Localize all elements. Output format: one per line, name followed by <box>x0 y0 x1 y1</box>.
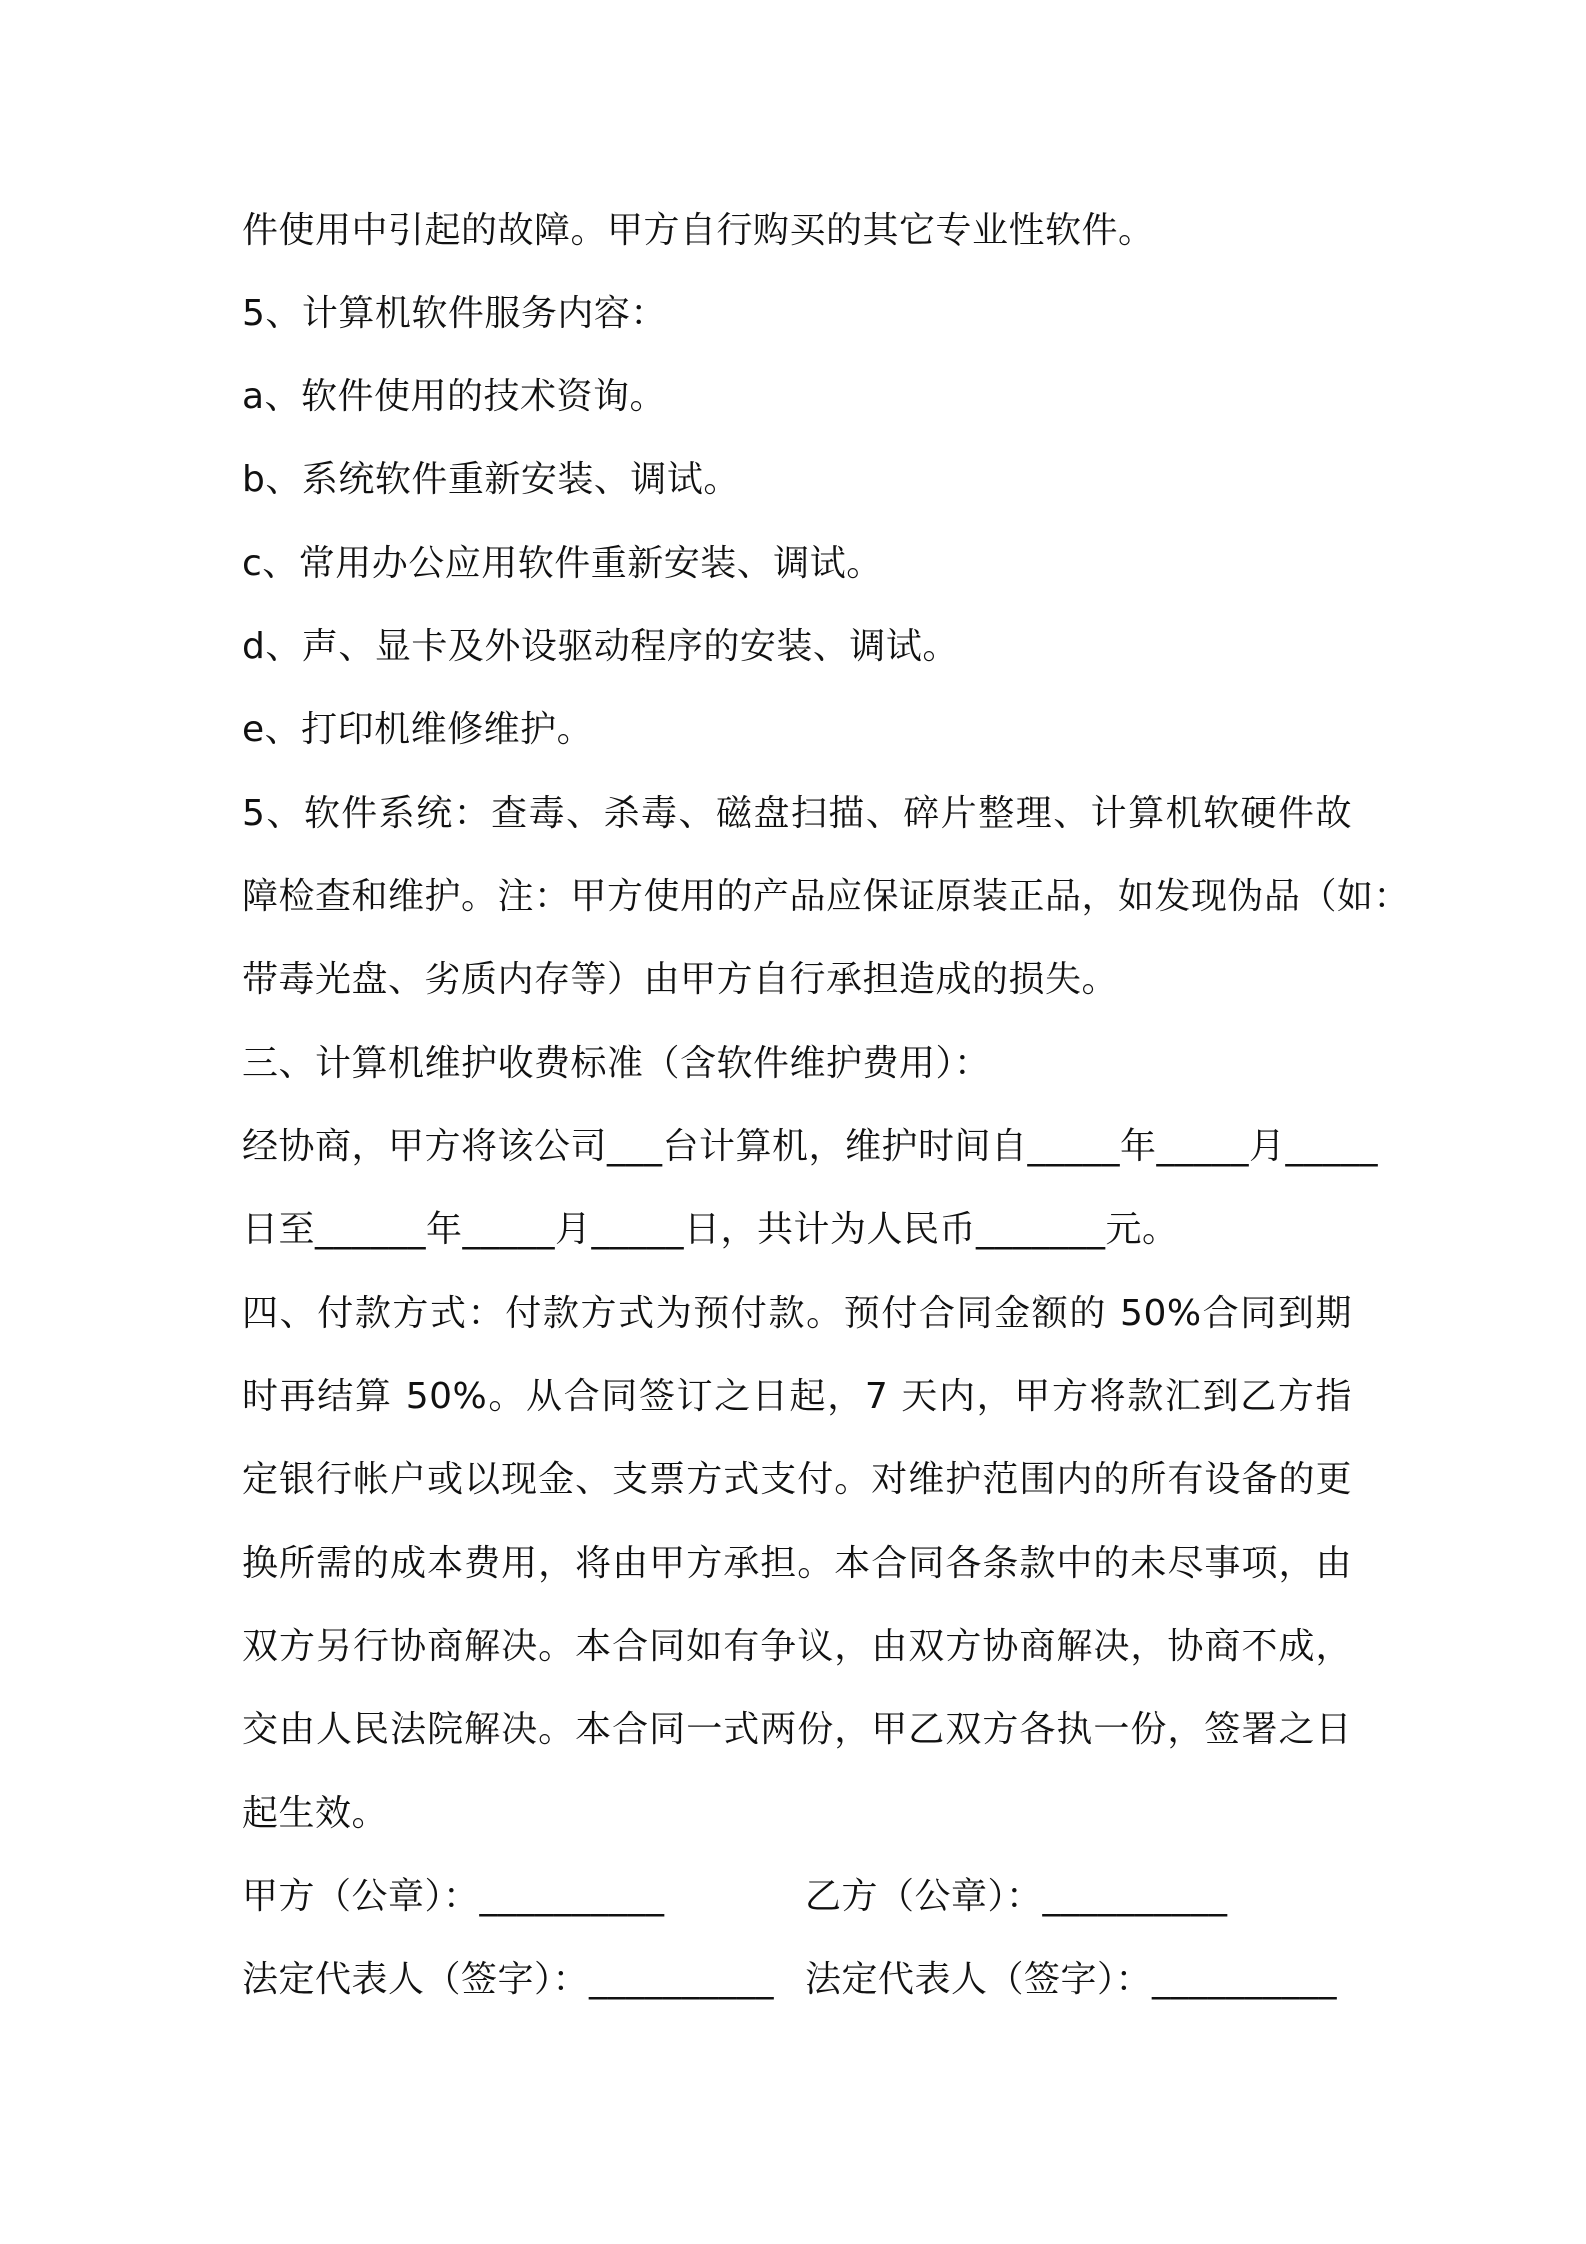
list-item: c、常用办公应用软件重新安装、调试。 <box>242 543 883 584</box>
paragraph-line: 换所需的成本费用，将由甲方承担。本合同各条款中的未尽事项，由 <box>242 1543 1352 1584</box>
paragraph-line: 双方另行协商解决。本合同如有争议，由双方协商解决，协商不成， <box>242 1626 1352 1667</box>
party-b-representative-line: 法定代表人（签字）：__________ <box>805 1959 1338 2000</box>
list-item: d、声、显卡及外设驱动程序的安装、调试。 <box>242 626 959 667</box>
section-heading: 5、计算机软件服务内容： <box>242 293 667 334</box>
paragraph-line: 日至______年_____月_____日，共计为人民币_______元。 <box>242 1209 1179 1250</box>
paragraph-line: 障检查和维护。注：甲方使用的产品应保证原装正品，如发现伪品（如： <box>242 876 1411 917</box>
paragraph-line: 四、付款方式：付款方式为预付款。预付合同金额的 50%合同到期 <box>242 1293 1352 1334</box>
paragraph-line: 经协商，甲方将该公司___台计算机，维护时间自_____年_____月_____ <box>242 1126 1379 1167</box>
paragraph-line: 起生效。 <box>242 1793 389 1834</box>
section-heading: 三、计算机维护收费标准（含软件维护费用）： <box>242 1043 991 1084</box>
list-item: e、打印机维修维护。 <box>242 709 594 750</box>
paragraph-line: 交由人民法院解决。本合同一式两份，甲乙双方各执一份，签署之日 <box>242 1709 1352 1750</box>
list-item: a、软件使用的技术资询。 <box>242 376 667 417</box>
party-a-seal-line: 甲方（公章）：__________ <box>242 1876 665 1917</box>
paragraph-line: 带毒光盘、劣质内存等）由甲方自行承担造成的损失。 <box>242 959 1119 1000</box>
list-item: b、系统软件重新安装、调试。 <box>242 459 740 500</box>
paragraph-line: 时再结算 50%。从合同签订之日起，7 天内，甲方将款汇到乙方指 <box>242 1376 1352 1417</box>
paragraph-line: 件使用中引起的故障。甲方自行购买的其它专业性软件。 <box>242 210 1155 251</box>
party-b-seal-line: 乙方（公章）：__________ <box>805 1876 1228 1917</box>
paragraph-line: 定银行帐户或以现金、支票方式支付。对维护范围内的所有设备的更 <box>242 1459 1352 1500</box>
party-a-representative-line: 法定代表人（签字）：__________ <box>242 1959 775 2000</box>
paragraph-line: 5、软件系统：查毒、杀毒、磁盘扫描、碎片整理、计算机软硬件故 <box>242 793 1352 834</box>
